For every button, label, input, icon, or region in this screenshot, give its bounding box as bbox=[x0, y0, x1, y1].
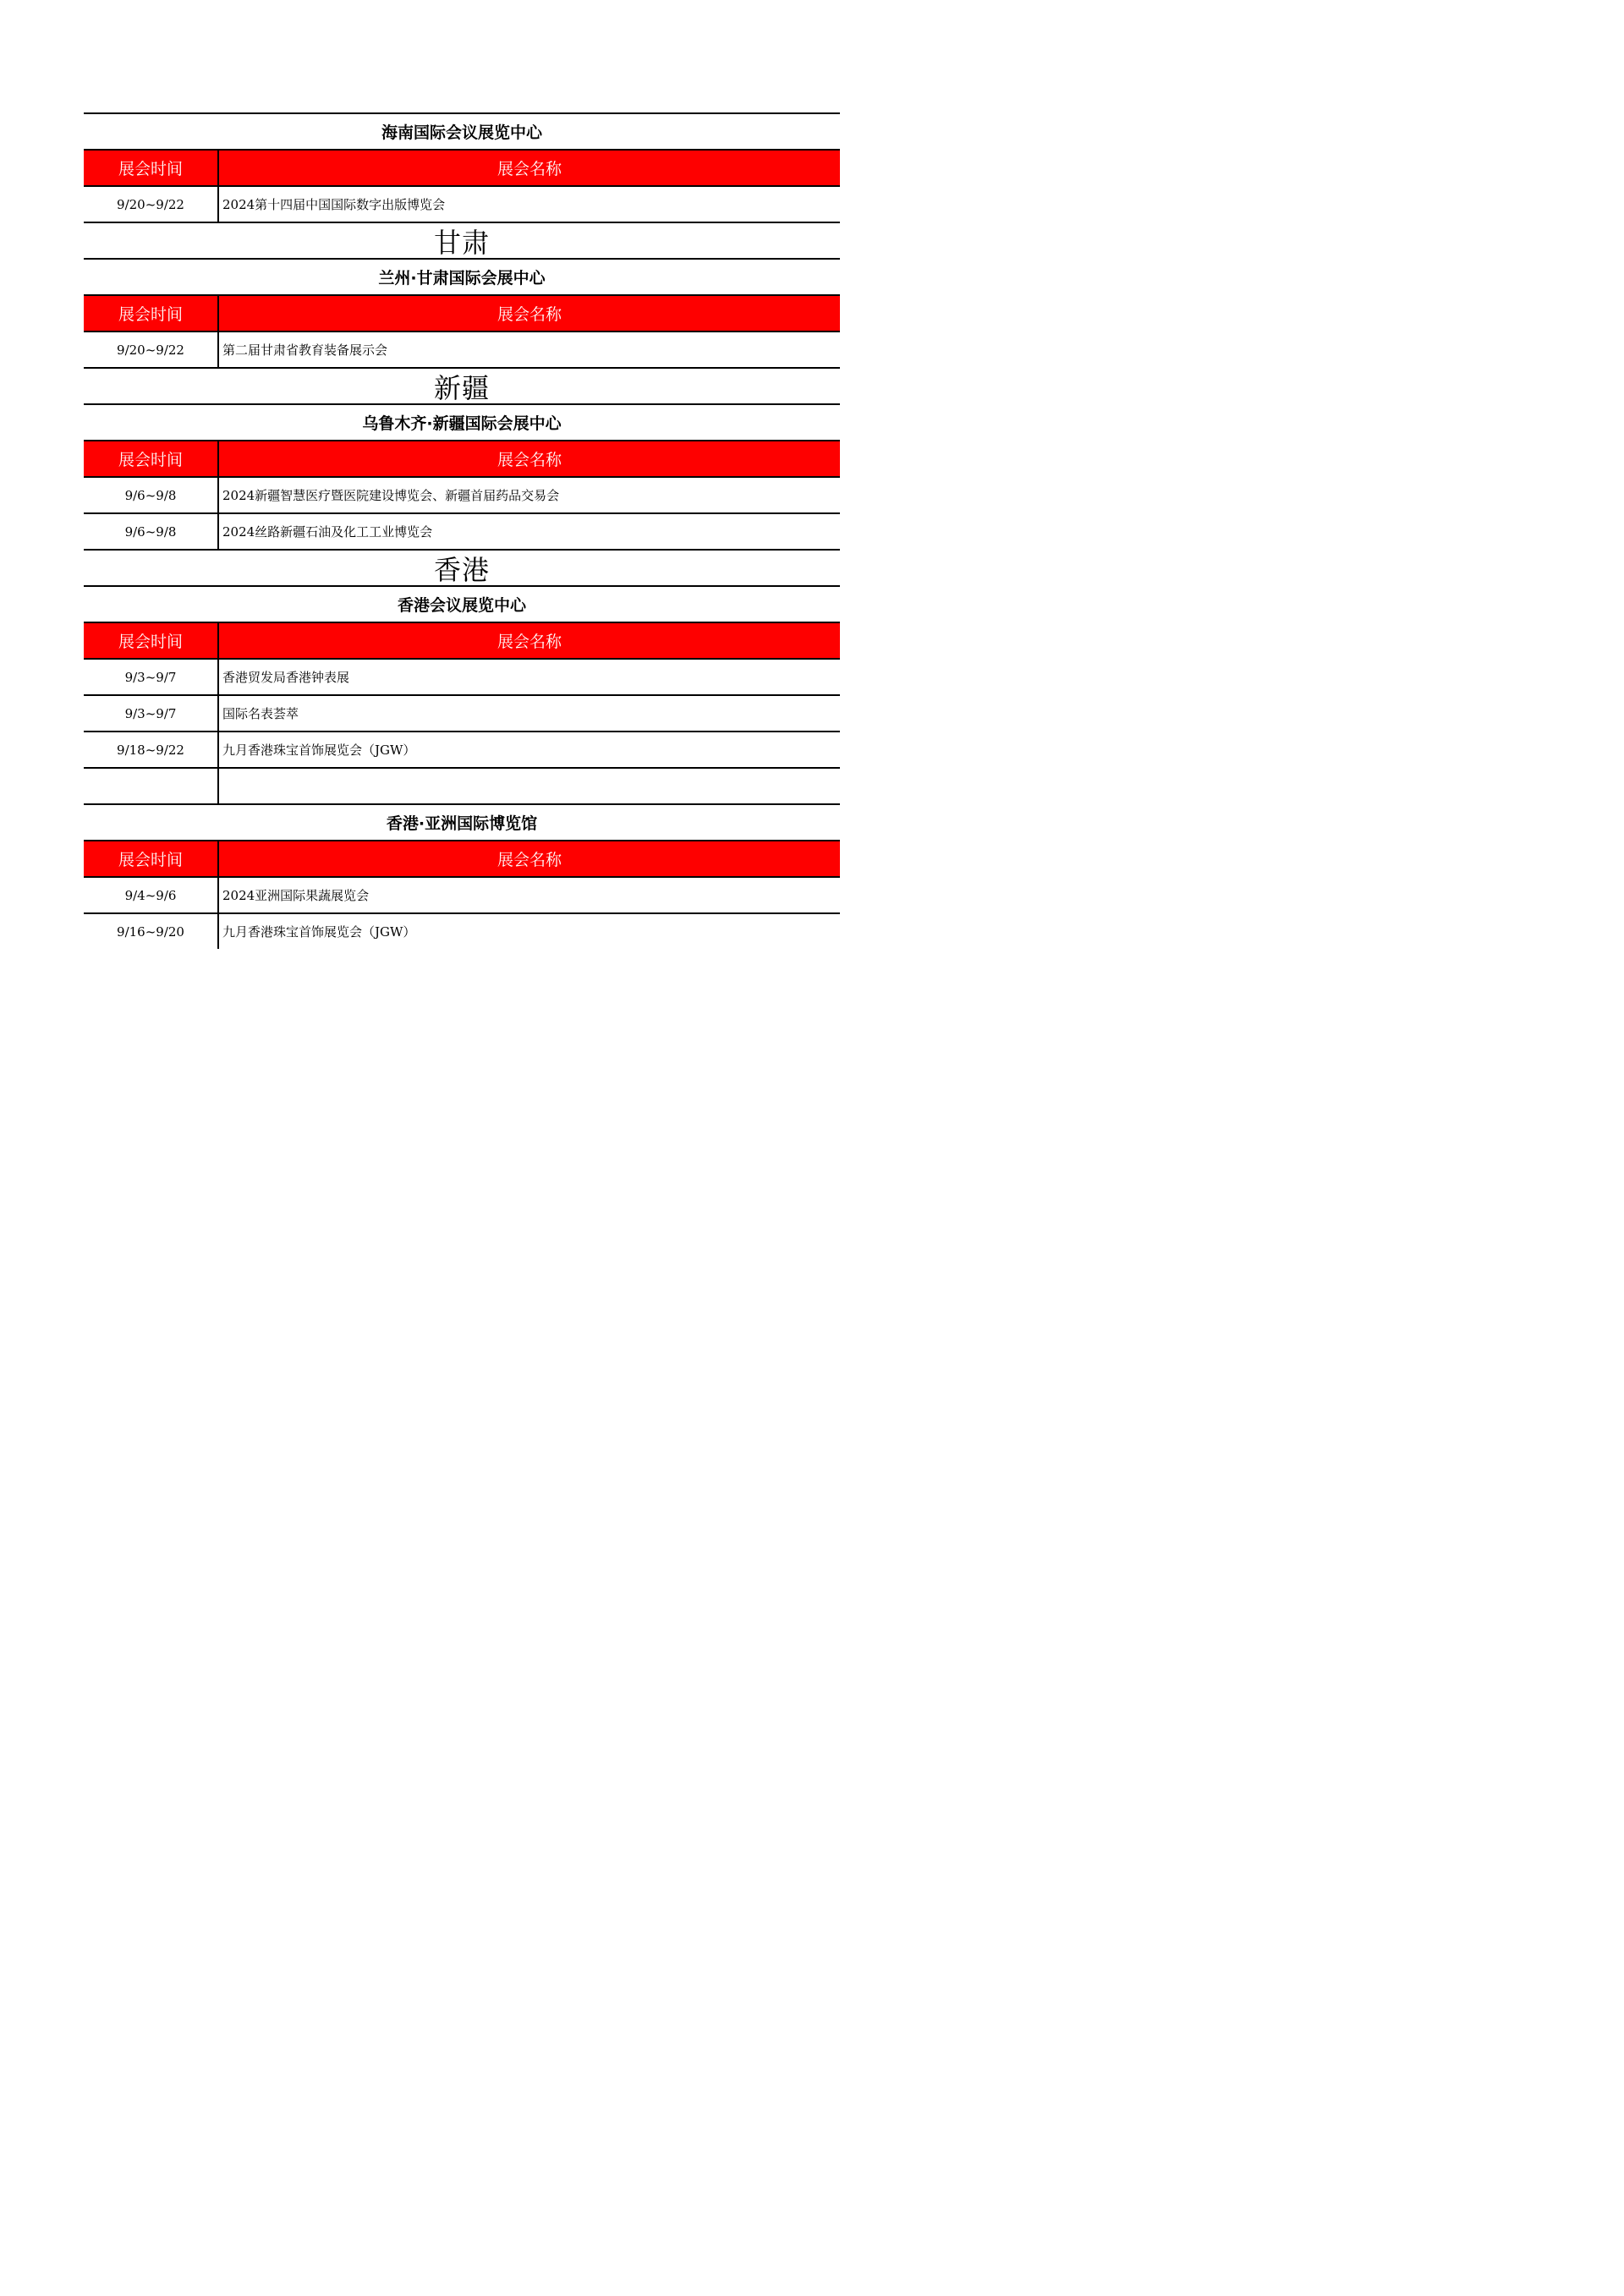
exhibition-schedule bbox=[84, 112, 840, 949]
row-date bbox=[84, 769, 219, 803]
row-name: 2024第十四届中国国际数字出版博览会 bbox=[222, 197, 446, 212]
row-date: 9/4~9/6 bbox=[84, 878, 219, 912]
row-date: 9/16~9/20 bbox=[84, 914, 219, 949]
row-name: 2024亚洲国际果蔬展览会 bbox=[222, 888, 370, 903]
table-row bbox=[84, 514, 840, 551]
row-date: 9/20~9/22 bbox=[84, 332, 219, 367]
row-date: 9/18~9/22 bbox=[84, 732, 219, 767]
table-header bbox=[84, 623, 840, 660]
section-xinjiang bbox=[84, 369, 840, 551]
header-date: 展会时间 bbox=[84, 623, 219, 658]
row-date: 9/3~9/7 bbox=[84, 660, 219, 694]
row-name: 九月香港珠宝首饰展览会（JGW） bbox=[222, 743, 416, 758]
row-date: 9/6~9/8 bbox=[84, 514, 219, 549]
table-row bbox=[84, 878, 840, 914]
header-date: 展会时间 bbox=[84, 841, 219, 876]
table-header bbox=[84, 151, 840, 187]
row-name: 2024新疆智慧医疗暨医院建设博览会、新疆首届药品交易会 bbox=[222, 488, 560, 503]
table-header bbox=[84, 296, 840, 332]
header-name: 展会名称 bbox=[497, 160, 562, 178]
region-title: 香港 bbox=[84, 551, 840, 587]
header-date: 展会时间 bbox=[84, 151, 219, 185]
row-name bbox=[219, 769, 840, 803]
row-date: 9/6~9/8 bbox=[84, 478, 219, 512]
table-row bbox=[84, 478, 840, 514]
header-date: 展会时间 bbox=[84, 441, 219, 476]
table-row-empty bbox=[84, 769, 840, 805]
header-name: 展会名称 bbox=[497, 851, 562, 869]
section-asiaworld-expo bbox=[84, 805, 840, 949]
venue-title: 乌鲁木齐·新疆国际会展中心 bbox=[84, 405, 840, 441]
venue-title: 海南国际会议展览中心 bbox=[84, 114, 840, 151]
table-row bbox=[84, 732, 840, 769]
region-title: 新疆 bbox=[84, 369, 840, 405]
row-name: 第二届甘肃省教育装备展示会 bbox=[222, 342, 388, 358]
section-gansu bbox=[84, 223, 840, 369]
venue-title: 兰州·甘肃国际会展中心 bbox=[84, 260, 840, 296]
row-name: 香港贸发局香港钟表展 bbox=[222, 670, 350, 685]
section-hongkong bbox=[84, 551, 840, 805]
table-header bbox=[84, 441, 840, 478]
section-hainan bbox=[84, 114, 840, 223]
row-name: 九月香港珠宝首饰展览会（JGW） bbox=[222, 924, 416, 940]
row-date: 9/20~9/22 bbox=[84, 187, 219, 222]
table-row bbox=[84, 660, 840, 696]
table-row bbox=[84, 914, 840, 949]
venue-title: 香港会议展览中心 bbox=[84, 587, 840, 623]
region-title: 甘肃 bbox=[84, 223, 840, 260]
header-name: 展会名称 bbox=[497, 451, 562, 469]
row-date: 9/3~9/7 bbox=[84, 696, 219, 731]
header-name: 展会名称 bbox=[497, 305, 562, 324]
table-header bbox=[84, 841, 840, 878]
table-row bbox=[84, 696, 840, 732]
table-row bbox=[84, 187, 840, 223]
header-date: 展会时间 bbox=[84, 296, 219, 331]
table-row bbox=[84, 332, 840, 369]
header-name: 展会名称 bbox=[497, 633, 562, 651]
row-name: 2024丝路新疆石油及化工工业博览会 bbox=[222, 524, 433, 540]
row-name: 国际名表荟萃 bbox=[222, 706, 299, 721]
venue-title: 香港·亚洲国际博览馆 bbox=[84, 805, 840, 841]
